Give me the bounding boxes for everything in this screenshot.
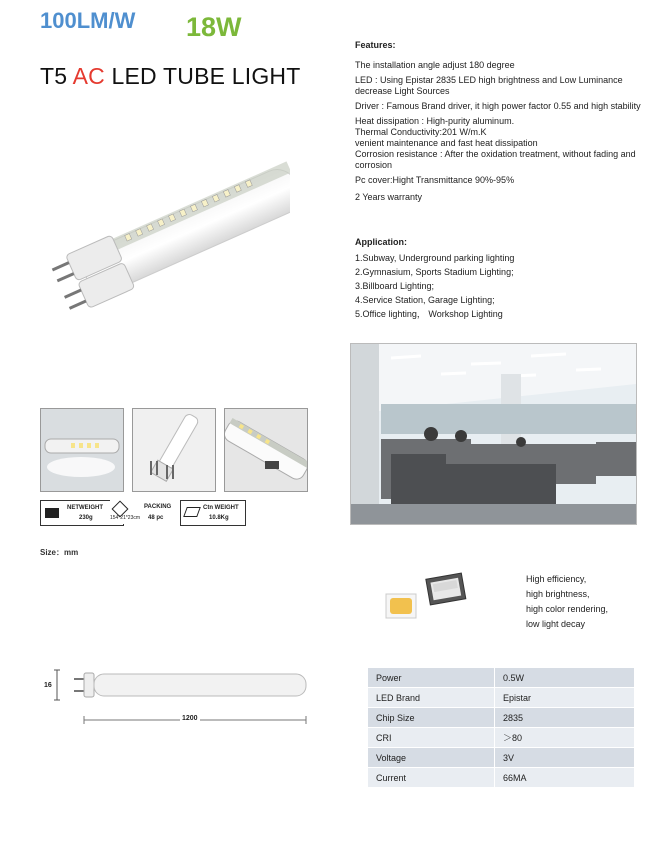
wattage-label: 18W bbox=[186, 12, 242, 42]
feature-line: Heat dissipation : High-purity aluminum. bbox=[355, 116, 515, 126]
table-row bbox=[368, 748, 634, 768]
feature-line: Thermal Conductivity:201 W/m.K bbox=[355, 127, 487, 137]
net-weight-label: NETWEIGHT bbox=[67, 505, 103, 511]
feature-line: LED : Using Epistar 2835 LED high brightness and Low Luminance decrease Light Sources bbox=[355, 75, 623, 96]
feature-line: Pc cover:Hight Transmittance 90%-95% bbox=[355, 175, 515, 185]
spec-value: 2835 bbox=[495, 708, 635, 728]
carton-weight-value: 10.8Kg bbox=[209, 515, 229, 521]
weight-icon bbox=[45, 508, 59, 518]
feature-line: Corrosion resistance : After the oxidation treatment, without fading and corrosion bbox=[355, 149, 636, 170]
spec-key: Power bbox=[368, 668, 495, 688]
thumbnail-tube-pins bbox=[132, 408, 216, 492]
spec-table bbox=[368, 668, 634, 788]
dimension-drawing bbox=[40, 666, 320, 730]
height-dimension: 16 bbox=[44, 682, 52, 689]
spec-value: ＞80 bbox=[495, 728, 635, 748]
application-item: 5.Office lighting， Workshop Lighting bbox=[355, 309, 503, 319]
application-item: 1.Subway, Underground parking lighting bbox=[355, 253, 515, 263]
spec-key: Current bbox=[368, 768, 495, 788]
efficiency-label: 100LM/W bbox=[40, 8, 136, 33]
spec-value: 0.5W bbox=[495, 668, 635, 688]
packing-size: 154*21*23cm bbox=[110, 515, 141, 521]
chip-note: low light decay bbox=[526, 619, 586, 629]
spec-key: LED Brand bbox=[368, 688, 495, 708]
feature-line: venient maintenance and fast heat dissipation bbox=[355, 138, 538, 148]
spec-key: Chip Size bbox=[368, 708, 495, 728]
feature-line: The installation angle adjust 180 degree bbox=[355, 60, 515, 70]
tube-product-image bbox=[40, 160, 290, 330]
carton-weight-label: Ctn WEIGHT bbox=[203, 505, 239, 511]
chip-note: high color rendering, bbox=[526, 604, 609, 614]
chip-note: high brightness, bbox=[526, 589, 590, 599]
packing-label: PACKING bbox=[144, 504, 172, 510]
length-dimension: 1200 bbox=[182, 715, 198, 722]
application-item: 4.Service Station, Garage Lighting; bbox=[355, 295, 495, 305]
packing-qty: 48 pc bbox=[148, 515, 164, 521]
feature-line: Driver : Famous Brand driver, it high power factor 0.55 and high stability bbox=[355, 101, 641, 111]
title-prefix: T5 bbox=[40, 63, 73, 89]
product-title bbox=[40, 63, 301, 90]
chip-features bbox=[526, 572, 608, 632]
office-installation-photo bbox=[350, 343, 637, 525]
chip-note: High efficiency, bbox=[526, 574, 587, 584]
spec-value: 66MA bbox=[495, 768, 635, 788]
title-suffix: LED TUBE LIGHT bbox=[104, 63, 301, 89]
table-row bbox=[368, 668, 634, 688]
table-row bbox=[368, 688, 634, 708]
net-weight-value: 230g bbox=[79, 515, 93, 521]
carton-icon bbox=[183, 507, 201, 517]
application-heading: Application: bbox=[355, 237, 407, 247]
application-item: 3.Billboard Lighting; bbox=[355, 281, 435, 291]
thumbnail-tube-lit bbox=[40, 408, 124, 492]
spec-value: 3V bbox=[495, 748, 635, 768]
size-label: Size：mm bbox=[40, 548, 79, 557]
thumbnail-tube-section bbox=[224, 408, 308, 492]
table-row bbox=[368, 728, 634, 748]
table-row bbox=[368, 768, 634, 788]
features-list bbox=[355, 60, 645, 203]
application-list bbox=[355, 251, 645, 321]
spec-key: CRI bbox=[368, 728, 495, 748]
spec-value: Epistar bbox=[495, 688, 635, 708]
title-accent: AC bbox=[72, 63, 105, 89]
table-row bbox=[368, 708, 634, 728]
packing-badge bbox=[110, 500, 174, 524]
application-item: 2.Gymnasium, Sports Stadium Lighting; bbox=[355, 267, 514, 277]
feature-line: 2 Years warranty bbox=[355, 192, 423, 202]
led-chip-image bbox=[378, 570, 478, 630]
features-heading: Features: bbox=[355, 40, 396, 50]
carton-weight-badge bbox=[180, 500, 246, 526]
spec-key: Voltage bbox=[368, 748, 495, 768]
